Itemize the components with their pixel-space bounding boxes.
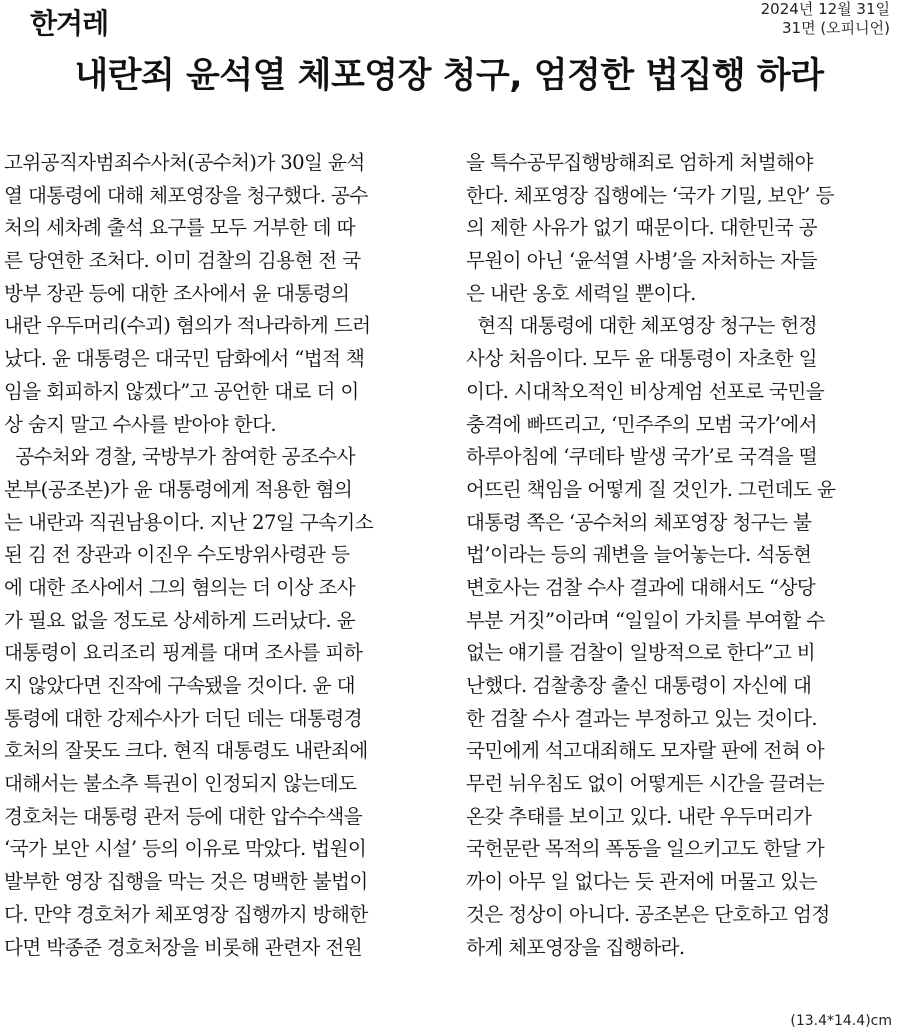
article-line: 상 숨지 말고 수사를 받아야 한다.: [4, 412, 277, 436]
issue-date: 2024년 12월 31일: [760, 0, 890, 18]
article-line: 의 제한 사유가 없기 때문이다. 대한민국 공: [466, 216, 817, 240]
article-line: 어뜨린 책임을 어떻게 질 것인가. 그런데도 윤: [466, 477, 836, 501]
article-line: 경호처는 대통령 관저 등에 대한 압수수색을: [4, 804, 363, 828]
article-line: 하루아침에 ‘쿠데타 발생 국가’로 국격을 떨: [466, 445, 817, 469]
article-line: 무런 뉘우침도 없이 어떻게든 시간을 끌려는: [466, 772, 825, 796]
newspaper-logo: 한겨레: [30, 7, 109, 40]
article-line: 없는 얘기를 검찰이 일방적으로 한다”고 비: [466, 641, 816, 665]
article-line: 국헌문란 목적의 폭동을 일으키고도 한달 가: [466, 837, 825, 861]
article-line: 국민에게 석고대죄해도 모자랄 판에 전혀 아: [466, 739, 825, 763]
article-line: 임을 회피하지 않겠다”고 공언한 대로 더 이: [4, 379, 359, 403]
article-column-right: [466, 147, 894, 964]
issue-meta: [761, 0, 890, 38]
article-line: 까이 아무 일 없다는 듯 관저에 머물고 있는: [466, 870, 817, 894]
article-line: 된 김 전 장관과 이진우 수도방위사령관 등: [4, 543, 350, 567]
article-line: 충격에 빠뜨리고, ‘민주주의 모범 국가’에서: [466, 412, 817, 436]
article-line: 법’이라는 등의 궤변을 늘어놓는다. 석동현: [466, 543, 812, 567]
article-line: 사상 처음이다. 모두 윤 대통령이 자초한 일: [466, 347, 817, 371]
article-line: 처의 세차례 출석 요구를 모두 거부한 데 따: [4, 216, 355, 240]
article-line: 대해서는 불소추 특권이 인정되지 않는데도: [4, 772, 357, 796]
article-line: 다. 만약 경호처가 체포영장 집행까지 방해한: [4, 902, 368, 926]
article-line: 은 내란 옹호 세력일 뿐이다.: [466, 281, 696, 305]
article-line: 한다. 체포영장 집행에는 ‘국가 기밀, 보안’ 등: [466, 183, 834, 207]
masthead: [0, 0, 898, 50]
article-line: 는 내란과 직권남용이다. 지난 27일 구속기소: [4, 510, 374, 534]
article-line: 한 검찰 수사 결과는 부정하고 있는 것이다.: [466, 706, 817, 730]
article-line: 을 특수공무집행방해죄로 엄하게 처벌해야: [466, 151, 813, 174]
article-line: 다면 박종준 경호처장을 비롯해 관련자 전원: [4, 935, 363, 959]
article-line: 난했다. 검찰총장 출신 대통령이 자신에 대: [466, 674, 812, 697]
article-line: 가 필요 없을 정도로 상세하게 드러났다. 윤: [4, 608, 355, 632]
article-line: ‘국가 보안 시설’ 등의 이유로 막았다. 법원이: [4, 837, 367, 861]
article-line: 방부 장관 등에 대한 조사에서 윤 대통령의: [4, 281, 350, 305]
article-line: 에 대한 조사에서 그의 혐의는 더 이상 조사: [4, 575, 355, 599]
article-line: 대통령이 요리조리 핑계를 대며 조사를 피하: [4, 641, 363, 665]
article-line: 발부한 영장 집행을 막는 것은 명백한 불법이: [4, 870, 368, 894]
article-line: 고위공직자범죄수사처(공수처)가 30일 윤석: [4, 151, 365, 174]
article-line: 열 대통령에 대해 체포영장을 청구했다. 공수: [4, 183, 368, 207]
article-line: 변호사는 검찰 수사 결과에 대해서도 “상당: [466, 575, 816, 599]
article-line: 통령에 대한 강제수사가 더딘 데는 대통령경: [4, 706, 363, 730]
article-line: 내란 우두머리(수괴) 혐의가 적나라하게 드러: [4, 314, 371, 338]
article-line: 현직 대통령에 대한 체포영장 청구는 헌정: [466, 314, 817, 338]
article-line: 본부(공조본)가 윤 대통령에게 적용한 혐의: [4, 477, 353, 501]
article-line: 른 당연한 조처다. 이미 검찰의 김용현 전 국: [4, 249, 361, 273]
article-line: 났다. 윤 대통령은 대국민 담화에서 “법적 책: [4, 347, 365, 371]
article-column-left: [4, 147, 438, 964]
article-line: 호처의 잘못도 크다. 현직 대통령도 내란죄에: [4, 739, 368, 763]
article-line: 이다. 시대착오적인 비상계엄 선포로 국민을: [466, 379, 825, 403]
article-line: 온갖 추태를 보이고 있다. 내란 우두머리가: [466, 804, 812, 828]
article-line: 대통령 쪽은 ‘공수처의 체포영장 청구는 불: [466, 510, 812, 534]
article-line: 무원이 아닌 ‘윤석열 사병’을 자처하는 자들: [466, 249, 817, 273]
clipping-size: (13.4*14.4)cm: [790, 1013, 892, 1029]
editorial-headline: 내란죄 윤석열 체포영장 청구, 엄정한 법집행 하라: [74, 56, 824, 96]
article-line: 것은 정상이 아니다. 공조본은 단호하고 엄정: [466, 902, 830, 926]
page-section: 31면 (오피니언): [781, 19, 890, 37]
article-line: 부분 거짓”이라며 “일일이 가치를 부여할 수: [466, 608, 825, 632]
article-line: 하게 체포영장을 집행하라.: [466, 935, 685, 959]
article-line: 공수처와 경찰, 국방부가 참여한 공조수사: [4, 445, 355, 469]
article-line: 지 않았다면 진작에 구속됐을 것이다. 윤 대: [4, 674, 355, 697]
